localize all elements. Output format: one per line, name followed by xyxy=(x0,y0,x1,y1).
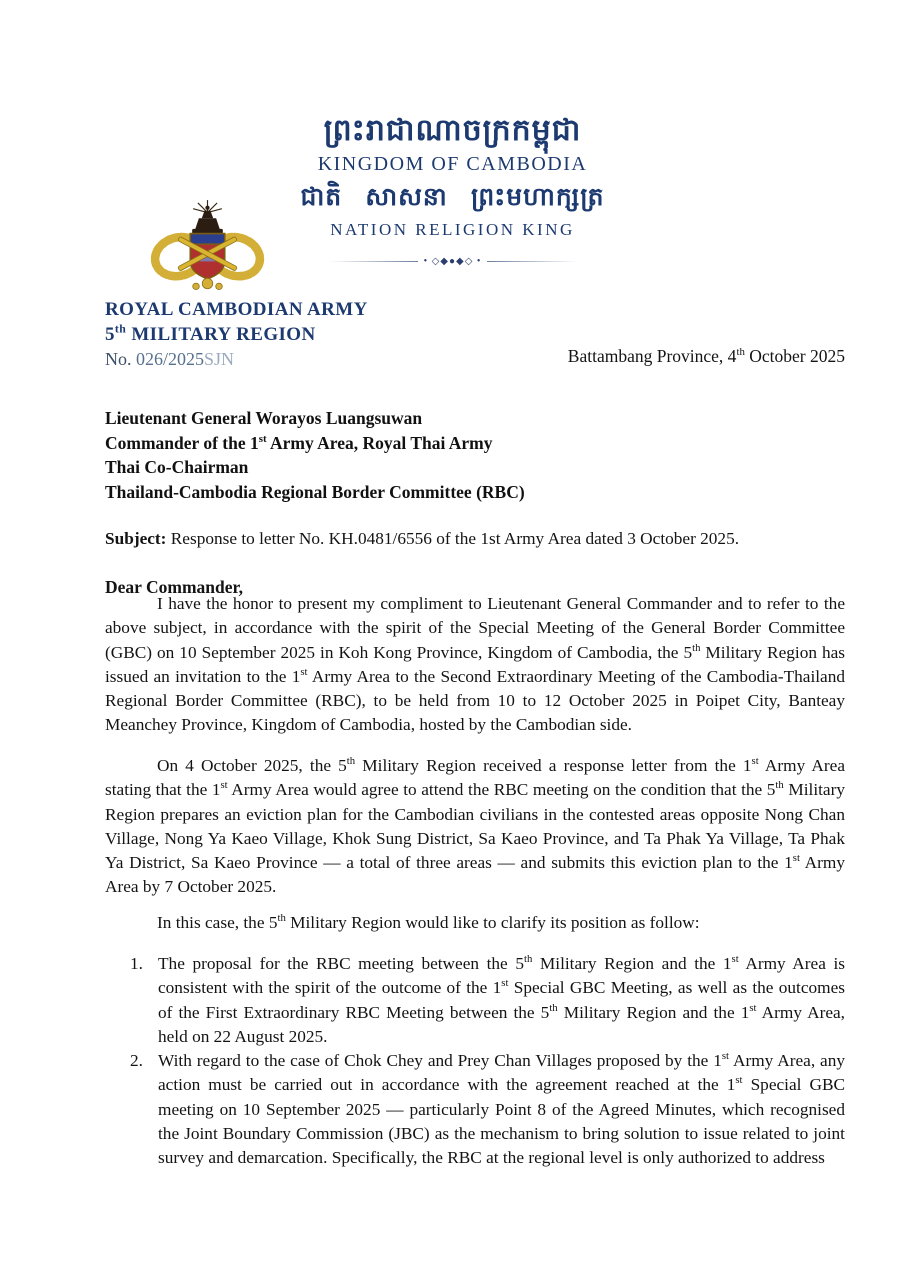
divider-ornament-icon: • ◇◆●◆◇ • xyxy=(423,255,482,267)
kingdom-of-cambodia-line: KINGDOM OF CAMBODIA xyxy=(317,152,588,175)
khmer-kingdom-title: ព្រះរាជាណាចក្រកម្ពុជា xyxy=(323,114,582,147)
recipient-title: Commander of the 1st Army Area, Royal Thai Army xyxy=(105,432,493,453)
place-and-date: Battambang Province, 4th October 2025 xyxy=(567,346,845,366)
paragraph-3: In this case, the 5th Military Region would like to clarify its position as follow: xyxy=(157,912,700,932)
recipient-name: Lieutenant General Worayos Luangsuwan xyxy=(105,408,423,428)
paragraph-1: I have the honor to present my compliment to Lieutenant General Commander and to refer to the above subject, in accordance with the spirit of the Special Meeting of the General Border Committee (GBC) on 10 September 2025 in Koh Kong Province, Kingdom of Cambodia, the 5th Military Region has issued an invitation to the 1st Army Area to the Second Extraordinary Meeting of the Cambodia-Thailand Regional Border Committee (RBC), to be held from 10 to 12 October 2025 in Poipet City, Banteay Meanchey Province, Kingdom of Cambodia, hosted by the Cambodian side. xyxy=(105,594,846,735)
khmer-motto: ជាតិ សាសនា ព្រះមហាក្សត្រ xyxy=(300,183,605,211)
royal-cambodian-army-emblem-icon xyxy=(150,198,265,298)
reference-number xyxy=(105,349,234,370)
divider-right-rule xyxy=(487,261,577,262)
position-list xyxy=(105,952,845,1171)
subject-line xyxy=(105,529,845,549)
divider-left-rule xyxy=(328,261,418,262)
national-header xyxy=(0,112,905,267)
army-name: ROYAL CAMBODIAN ARMY xyxy=(105,299,368,320)
reference-number-suffix: SJN xyxy=(204,349,235,369)
list-item xyxy=(105,952,845,1049)
subject-text: Response to letter No. KH.0481/6556 of the 1st Army Area dated 3 October 2025. xyxy=(166,529,740,548)
paragraph-2: On 4 October 2025, the 5th Military Region received a response letter from the 1st Army Area stating that the 1st Army Area would agree to attend the RBC meeting on the condition that the 5th Military Region prepares an eviction plan for the Cambodian civilians in the contested areas opposite Nong Chan Village, Nong Ya Kaeo Village, Khok Sung District, Sa Kaeo Province, and Ta Phak Ya Village, Ta Phak Ya District, Sa Kaeo Province — a total of three areas — and submits this eviction plan to the 1st Army Area by 7 October 2025. xyxy=(105,755,846,897)
emblem-bottom-knot xyxy=(193,278,223,289)
list-item-text: The proposal for the RBC meeting between the 5th Military Region and the 1st Army Area is consistent with the spirit of the outcome of the 1st Special GBC Meeting, as well as the outcomes of the First Extraordinary RBC Meeting between the 5th Military Region and the 1st Army Area, held on 22 August 2025. xyxy=(158,953,845,1046)
reference-number-label: No. xyxy=(105,349,132,369)
ornamental-divider xyxy=(328,256,578,267)
nation-religion-king-line: NATION RELIGION KING xyxy=(330,219,575,239)
recipient-committee: Thailand-Cambodia Regional Border Committee (RBC) xyxy=(105,481,525,502)
list-item xyxy=(105,1049,845,1170)
recipient-role: Thai Co-Chairman xyxy=(105,457,249,477)
recipient-block xyxy=(105,406,525,504)
salutation: Dear Commander, xyxy=(105,577,244,597)
list-item-text: With regard to the case of Chok Chey and Prey Chan Villages proposed by the 1st Army Area, any action must be carried out in accordance with the agreement reached at the 1st Special GBC meeting on 10 September 2025 — particularly Point 8 of the Agreed Minutes, which recognised the Joint Boundary Commission (JBC) as the mechanism to bring solution to issue related to joint survey and demarcation. Specifically, the RBC at the regional level is only authorized to address xyxy=(158,1050,845,1168)
military-region-name: 5th MILITARY REGION xyxy=(105,322,316,345)
list-item-number: 1. xyxy=(130,954,143,973)
reference-number-value: 026/2025 xyxy=(136,349,205,369)
subject-label: Subject: xyxy=(105,529,167,548)
list-item-number: 2. xyxy=(130,1051,143,1071)
